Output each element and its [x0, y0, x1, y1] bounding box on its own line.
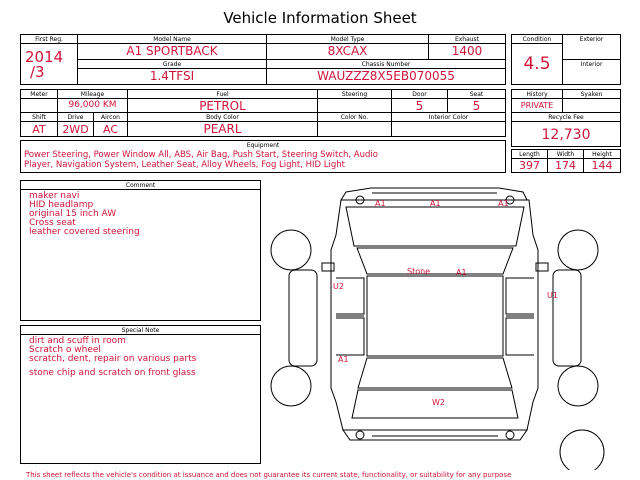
- height-label: Height: [584, 150, 620, 159]
- damage-mark-right-side: U1: [547, 291, 558, 300]
- damage-mark-front-right: A1: [498, 199, 509, 208]
- first-reg-label: First Reg.: [21, 35, 77, 44]
- syaken-label: Syaken: [563, 90, 620, 99]
- interior-color-cell: [391, 112, 506, 137]
- first-reg-month: /3: [30, 63, 45, 81]
- left-rear-door: [336, 318, 364, 355]
- comment-line: maker navi: [29, 191, 80, 201]
- height-value: 144: [591, 159, 613, 172]
- comment-label: Comment: [21, 181, 260, 190]
- exterior-label: Exterior: [579, 36, 604, 43]
- model-name-cell: [77, 34, 267, 60]
- comment-line: original 15 inch AW: [29, 209, 117, 219]
- interior-color-label: Interior Color: [392, 113, 505, 122]
- damage-mark-rear-left: A1: [338, 355, 349, 364]
- mileage-cell: [57, 89, 128, 113]
- shift-label: Shift: [21, 113, 57, 122]
- drive-label: Drive: [58, 113, 93, 122]
- right-body-panel: [553, 270, 581, 366]
- length-cell: [511, 149, 548, 173]
- comment-list: [29, 192, 140, 237]
- door-cell: [391, 89, 448, 113]
- grade-value: 1.4TFSI: [149, 69, 195, 83]
- first-reg-cell: [20, 34, 78, 85]
- damage-mark-rear: W2: [432, 398, 445, 407]
- exhaust-label: Exhaust: [429, 35, 505, 44]
- grade-label: Grade: [78, 60, 266, 69]
- chassis-label: Chassis Number: [267, 60, 505, 69]
- exterior-cell: [562, 34, 621, 60]
- shift-value: AT: [32, 123, 46, 136]
- disclaimer-footer: This sheet reflects the vehicle's condition at issuance and does not guarantee its current state, functionality, or suitability for any purpose: [26, 471, 512, 479]
- left-mirror: [322, 263, 334, 271]
- left-taillight: [356, 431, 364, 439]
- comment-box: [20, 180, 261, 321]
- right-front-door: [506, 278, 534, 314]
- color-no-cell: [317, 112, 392, 137]
- spare-wheel: [560, 430, 604, 470]
- chassis-cell: [266, 59, 506, 85]
- special-note-box: [20, 325, 261, 464]
- aircon-cell: [93, 112, 128, 137]
- comment-line: leather covered steering: [29, 227, 140, 237]
- model-type-value: 8XCAX: [327, 44, 368, 58]
- length-value: 397: [519, 159, 540, 172]
- model-type-cell: [266, 34, 429, 60]
- comment-line: HID headlamp: [29, 200, 94, 210]
- first-reg-year: 2014: [25, 48, 64, 66]
- damage-mark-stone: Stone: [407, 267, 431, 276]
- right-rear-door: [506, 318, 534, 355]
- damage-mark-hood: A1: [456, 268, 467, 277]
- fuel-cell: [127, 89, 318, 113]
- fuel-label: Fuel: [128, 90, 317, 99]
- condition-label: Condition: [512, 35, 562, 44]
- damage-mark-front-left: A1: [375, 199, 386, 208]
- door-value: 5: [415, 99, 424, 113]
- recycle-fee-cell: [511, 112, 621, 147]
- rear-glass: [358, 358, 512, 388]
- model-name-value: A1 SPORTBACK: [126, 44, 218, 58]
- wheel-front-right: [558, 230, 598, 270]
- history-label: History: [512, 90, 562, 99]
- history-value: PRIVATE: [520, 101, 554, 110]
- color-no-label: Color No.: [318, 113, 391, 122]
- left-body-panel: [289, 270, 317, 366]
- height-cell: [583, 149, 621, 173]
- door-label: Door: [392, 90, 447, 99]
- exhaust-value: 1400: [451, 44, 483, 58]
- drive-value: 2WD: [62, 123, 89, 136]
- hood-outline: [346, 207, 524, 246]
- wheel-front-left: [271, 230, 311, 270]
- damage-mark-front-center: A1: [430, 199, 441, 208]
- seat-value: 5: [472, 99, 481, 113]
- condition-value: 4.5: [523, 54, 551, 74]
- seat-label: Seat: [448, 90, 505, 99]
- roof: [367, 276, 503, 356]
- seat-cell: [447, 89, 506, 113]
- aircon-value: AC: [102, 123, 118, 136]
- equipment-line-2: Player, Navigation System, Leather Seat, Alloy Wheels, Fog Light, HID Light: [24, 160, 346, 170]
- shift-cell: [20, 112, 58, 137]
- body-color-cell: [127, 112, 318, 137]
- recycle-fee-value: 12,730: [541, 127, 591, 143]
- grade-cell: [77, 59, 267, 85]
- damage-mark-left-side: U2: [333, 282, 344, 291]
- meter-label: Meter: [21, 90, 57, 99]
- special-note-line: dirt and scuff in room: [29, 336, 126, 346]
- mileage-value: 96,000 KM: [68, 100, 117, 110]
- rear-bumper: [343, 430, 527, 440]
- interior-label: Interior: [580, 61, 603, 68]
- body-color-value: PEARL: [203, 122, 242, 136]
- equipment-line-1: Power Steering, Power Window All, ABS, Air Bag, Push Start, Steering Switch, Audio: [24, 150, 378, 160]
- special-note-line: stone chip and scratch on front glass: [29, 368, 196, 378]
- fuel-value: PETROL: [199, 99, 246, 113]
- model-type-label: Model Type: [267, 35, 428, 44]
- special-note-line: Scratch o wheel: [29, 345, 101, 355]
- body-outline: [331, 200, 538, 430]
- length-label: Length: [512, 150, 547, 159]
- width-value: 174: [555, 159, 576, 172]
- model-name-label: Model Name: [78, 35, 266, 44]
- right-taillight: [506, 431, 514, 439]
- special-note-line: scratch, dent, repair on various parts: [29, 354, 197, 364]
- windshield: [357, 248, 513, 274]
- exhaust-cell: [428, 34, 506, 60]
- car-damage-diagram: [270, 180, 620, 470]
- condition-cell: [511, 34, 563, 85]
- chassis-value: WAUZZZ8X5EB070055: [317, 69, 455, 83]
- steering-label: Steering: [318, 90, 391, 99]
- recycle-fee-label: Recycle Fee: [512, 113, 620, 122]
- comment-line: Cross seat: [29, 218, 76, 228]
- width-cell: [547, 149, 584, 173]
- body-color-label: Body Color: [128, 113, 317, 122]
- interior-cell: [562, 59, 621, 85]
- mileage-label: Mileage: [58, 90, 127, 99]
- width-label: Width: [548, 150, 583, 159]
- meter-cell: [20, 89, 58, 113]
- syaken-cell: [562, 89, 621, 113]
- equipment-label: Equipment: [246, 142, 280, 149]
- aircon-label: Aircon: [94, 113, 127, 122]
- equipment-cell: [20, 140, 506, 173]
- special-note-label: Special Note: [21, 326, 260, 335]
- special-note-list: [29, 337, 196, 378]
- wheel-rear-left: [271, 366, 311, 406]
- steering-cell: [317, 89, 392, 113]
- wheel-rear-right: [558, 366, 598, 406]
- history-cell: [511, 89, 563, 113]
- page-title: Vehicle Information Sheet: [223, 9, 417, 27]
- drive-cell: [57, 112, 94, 137]
